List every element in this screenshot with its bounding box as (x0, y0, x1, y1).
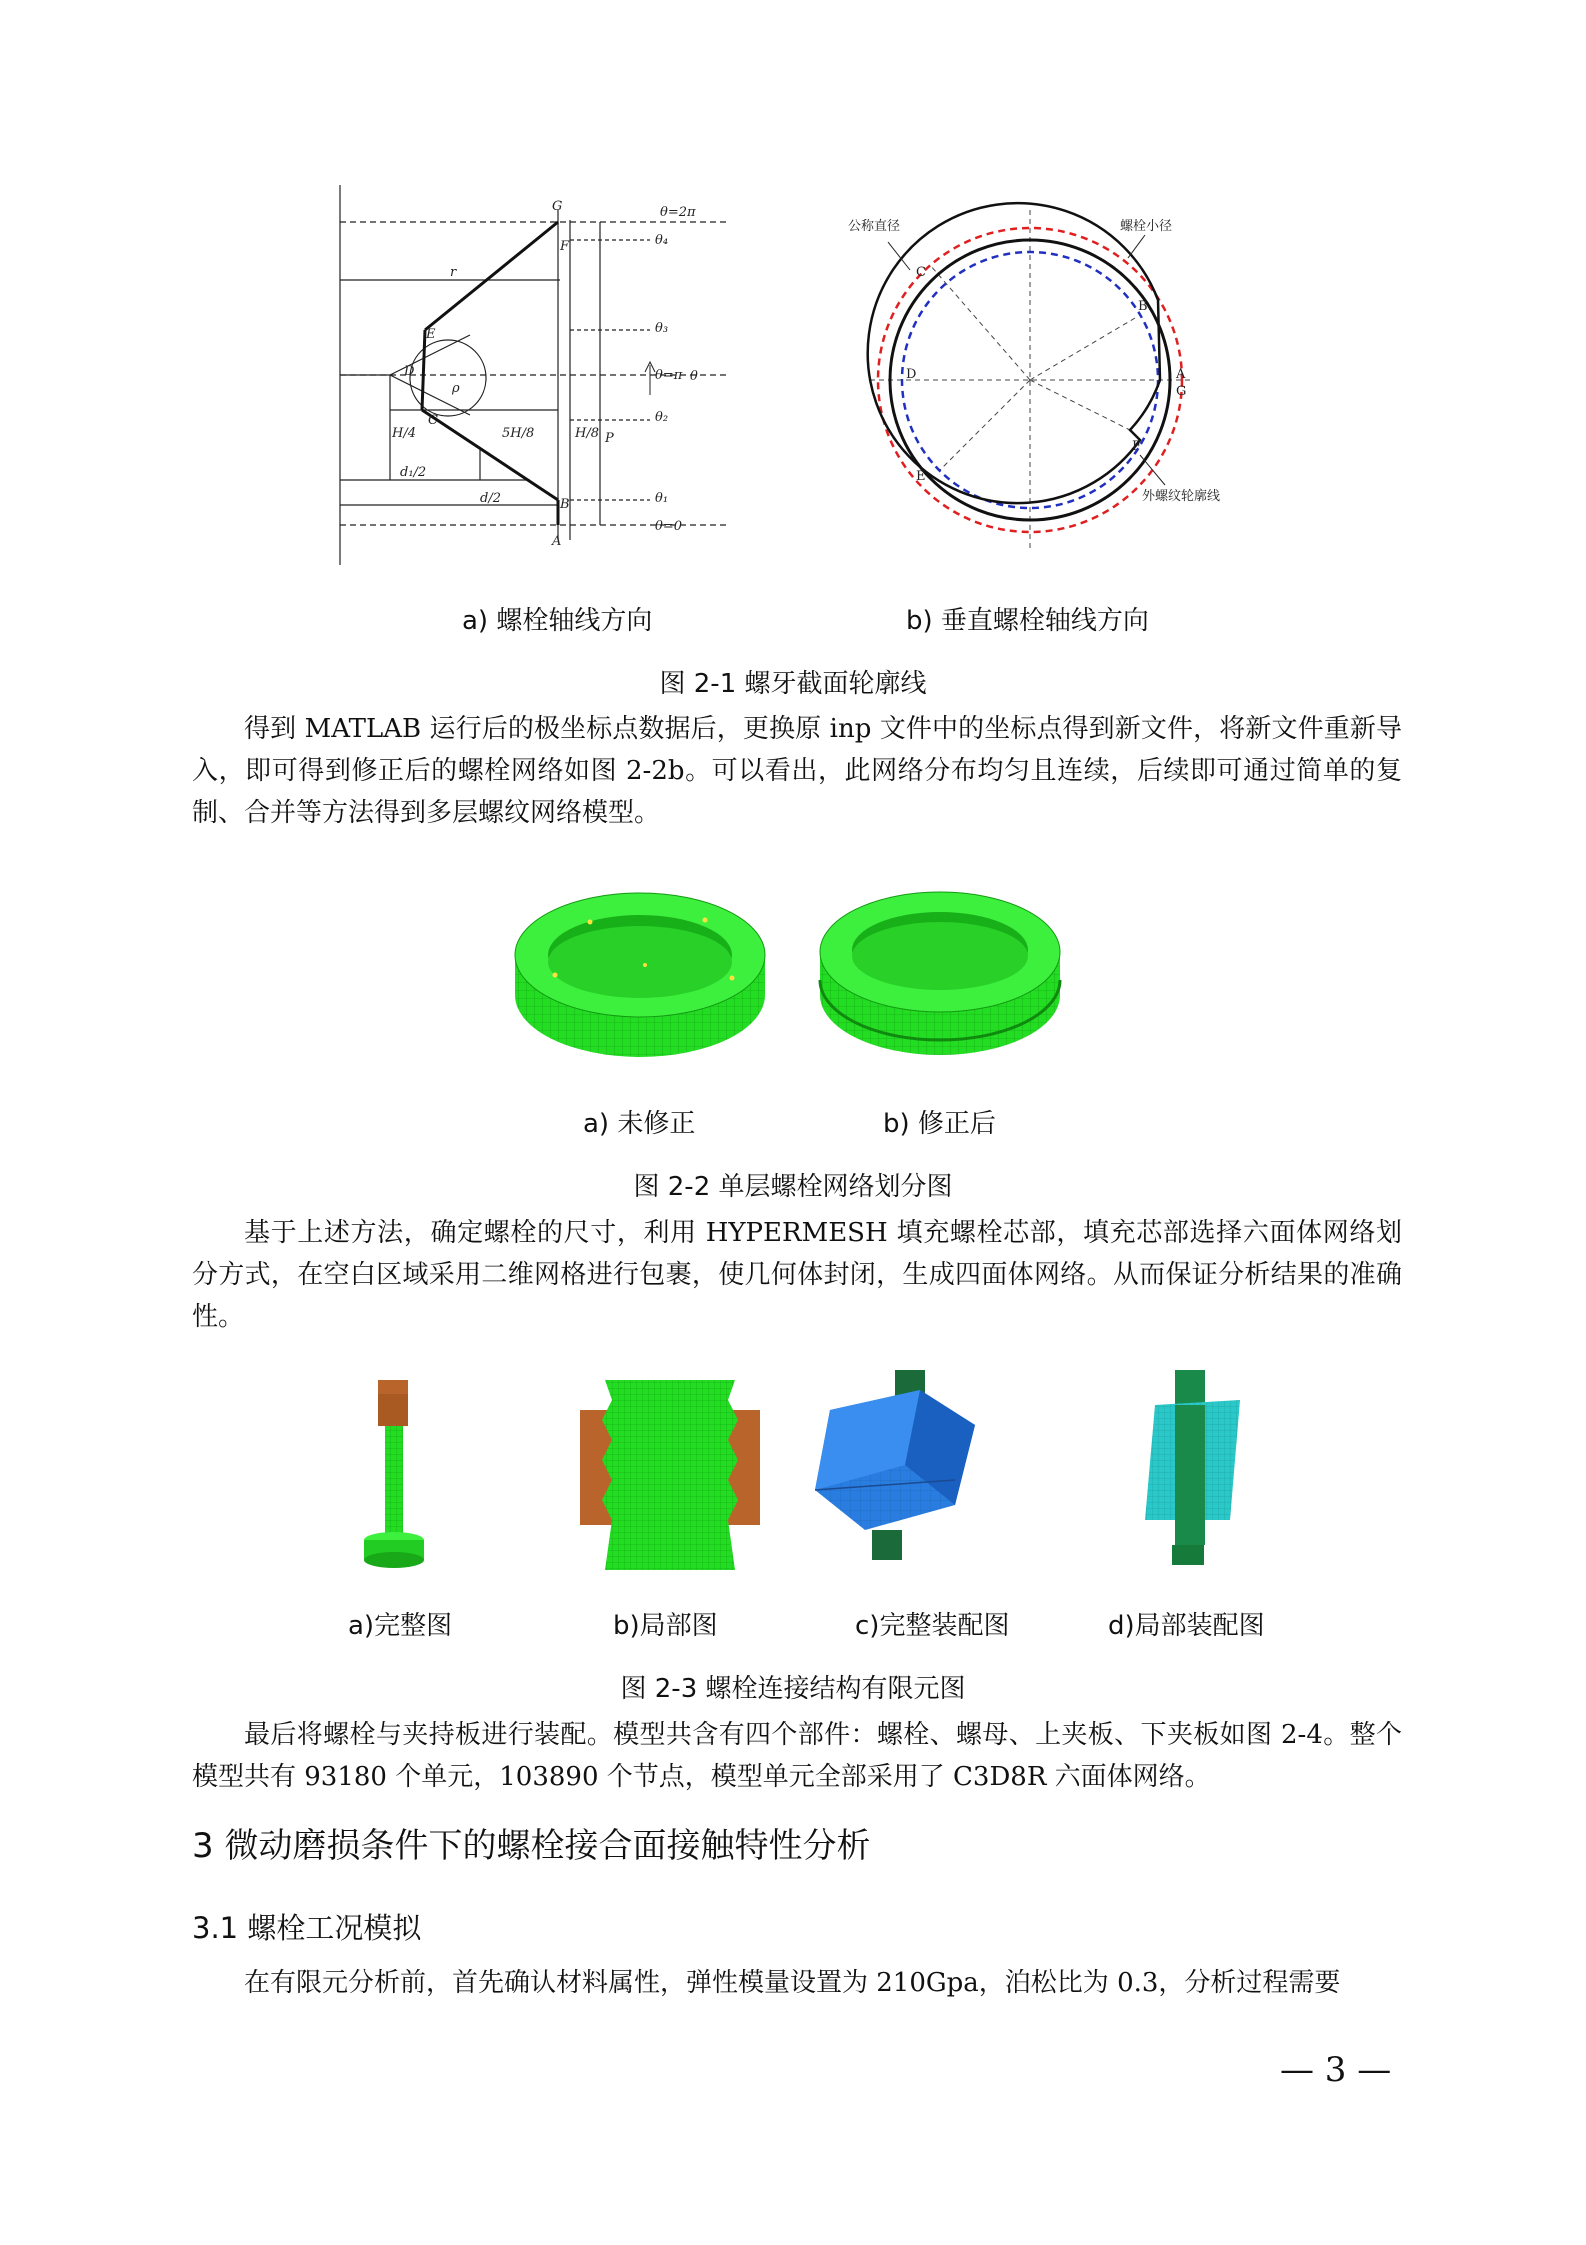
label-r-point-d: D (906, 367, 917, 382)
label-theta-2pi: θ=2π (660, 205, 696, 220)
label-point-e: E (426, 327, 436, 342)
figure-2-3-fe-models (360, 1370, 1340, 1580)
label-r-point-b: B (1138, 299, 1148, 314)
assembly-full-model (815, 1370, 975, 1560)
label-outer-thread-profile: 外螺纹轮廓线 (1142, 489, 1221, 504)
label-point-c: C (428, 413, 438, 428)
label-theta1: θ₁ (655, 491, 669, 506)
subsection-heading-3-1: 3.1 螺栓工况模拟 (192, 1911, 422, 1945)
label-theta-axis: θ (690, 369, 698, 384)
label-d1: d₁/2 (400, 465, 427, 480)
bolt-partial-model (580, 1380, 760, 1570)
bolt-full-model (364, 1380, 424, 1568)
section-heading-3: 3 微动磨损条件下的螺栓接合面接触特性分析 (192, 1826, 871, 1866)
fig1-caption: 图 2-1 螺牙截面轮廓线 (659, 669, 927, 699)
fig1-subcaption-b: b) 垂直螺栓轴线方向 (906, 606, 1149, 636)
label-theta2: θ₂ (655, 410, 669, 425)
fig3-subcaption-c: c)完整装配图 (855, 1611, 1010, 1641)
figure-2-1 (330, 180, 1290, 580)
label-p: P (605, 431, 614, 446)
assembly-partial-model (1145, 1370, 1240, 1565)
label-nominal-diameter: 公称直径 (848, 219, 901, 234)
label-point-a: A (552, 534, 562, 549)
label-theta4: θ₄ (655, 233, 669, 248)
fig3-subcaption-d: d)局部装配图 (1108, 1611, 1265, 1641)
label-r-point-g: G (1176, 384, 1187, 399)
label-theta0: θ=0 (655, 519, 682, 534)
paragraph-2: 基于上述方法，确定螺栓的尺寸，利用 HYPERMESH 填充螺栓芯部，填充芯部选择六面体网络划分方式，在空白区域采用二维网格进行包裹，使几何体封闭，生成四面体网络。从而保证分析结果的准确性。 (192, 1218, 1402, 1332)
figure-2-2-mesh-rings (510, 870, 1070, 1060)
label-point-b: B (560, 497, 570, 512)
fig1-subcaption-a: a) 螺栓轴线方向 (462, 606, 653, 636)
label-5h8: 5H/8 (502, 426, 535, 441)
page-number: — 3 — (1280, 2050, 1392, 2090)
label-point-g: G (552, 199, 563, 214)
label-r-point-a: A (1176, 367, 1186, 382)
ring-modified (820, 892, 1060, 1055)
thread-radial-profile-diagram (830, 180, 1290, 580)
label-point-d: D (404, 364, 415, 379)
fig3-caption: 图 2-3 螺栓连接结构有限元图 (620, 1674, 966, 1704)
fig3-subcaption-a: a)完整图 (348, 1611, 453, 1641)
thread-axial-profile-diagram (330, 180, 810, 580)
ring-unmodified (515, 893, 765, 1057)
label-theta3: θ₃ (655, 321, 669, 336)
label-r: r (450, 265, 457, 280)
label-theta-pi: θ=π (655, 368, 683, 383)
fig2-caption: 图 2-2 单层螺栓网络划分图 (633, 1172, 953, 1202)
label-minor-diameter: 螺栓小径 (1120, 219, 1173, 234)
paragraph-1: 得到 MATLAB 运行后的极坐标点数据后，更换原 inp 文件中的坐标点得到新文件，将新文件重新导入，即可得到修正后的螺栓网络如图 2-2b。可以看出，此网络分布均匀且连续，后续即可通过简单的复制、合并等方法得到多层螺纹网络模型。 (192, 714, 1402, 828)
label-r-point-e: E (916, 469, 926, 484)
paragraph-3: 最后将螺栓与夹持板进行装配。模型共含有四个部件：螺栓、螺母、上夹板、下夹板如图 2-4。整个模型共有 93180 个单元，103890 个节点，模型单元全部采用了 C3D8R 六面体网络。 (192, 1720, 1402, 1792)
label-h8: H/8 (575, 426, 599, 441)
fig3-subcaption-b: b)局部图 (613, 1611, 718, 1641)
label-r-point-c: C (916, 265, 926, 280)
label-point-f: F (560, 239, 570, 254)
fig2-subcaption-a: a) 未修正 (583, 1109, 696, 1139)
label-d: d/2 (480, 491, 501, 506)
label-h4-visible: H/4 (392, 426, 416, 441)
paragraph-4: 在有限元分析前，首先确认材料属性，弹性模量设置为 210Gpa，泊松比为 0.3，分析过程需要 (244, 1968, 1341, 1998)
fig2-subcaption-b: b) 修正后 (883, 1109, 996, 1139)
label-rho: ρ (452, 381, 460, 396)
label-r-point-f: F (1132, 439, 1142, 454)
